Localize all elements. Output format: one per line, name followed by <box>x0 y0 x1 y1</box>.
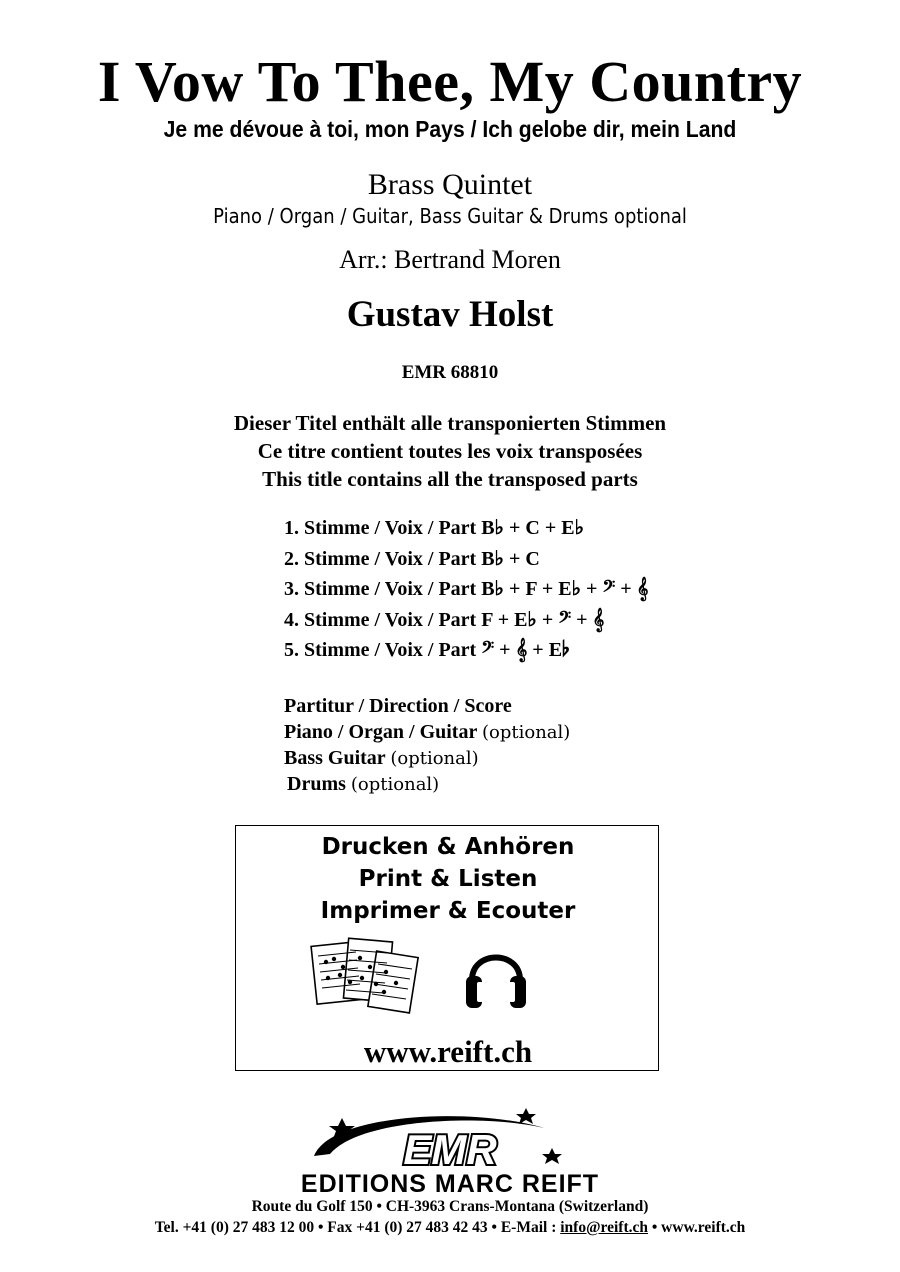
email-link[interactable]: info@reift.ch <box>560 1219 648 1236</box>
transposition-note-en: This title contains all the transposed parts <box>262 467 638 491</box>
emr-logo <box>300 1104 600 1176</box>
parts-list <box>284 513 649 666</box>
extra-item: Piano / Organ / Guitar (optional) <box>284 721 571 743</box>
page-subtitle: Je me dévoue à toi, mon Pays / Ich gelobe dir, mein Land <box>163 116 737 142</box>
part-item: 2. Stimme / Voix / Part B♭ + C <box>284 547 540 570</box>
extra-item: Partitur / Direction / Score <box>284 695 512 717</box>
part-item: 1. Stimme / Voix / Part B♭ + C + E♭ <box>284 517 585 539</box>
publisher-contact: Tel. +41 (0) 27 483 12 00 • Fax +41 (0) 27 483 42 43 • E-Mail : info@reift.ch • www.reift.ch <box>154 1219 746 1236</box>
extras-list <box>284 693 570 797</box>
print-listen-line-fr: Imprimer & Ecouter <box>320 898 576 924</box>
print-listen-box <box>235 825 659 1071</box>
page-title: I Vow To Thee, My Country <box>97 49 803 114</box>
publisher-name: EDITIONS MARC REIFT <box>300 1170 600 1198</box>
composer: Gustav Holst <box>346 294 554 335</box>
optional-instruments: Piano / Organ / Guitar, Bass Guitar & Drums optional <box>213 204 687 228</box>
instrumentation: Brass Quintet <box>367 168 533 201</box>
arranger: Arr.: Bertrand Moren <box>339 245 561 274</box>
publisher-address: Route du Golf 150 • CH-3963 Crans-Montana (Switzerland) <box>251 1198 649 1215</box>
svg-text:EMR: EMR <box>403 1126 497 1173</box>
website-url[interactable]: www.reift.ch <box>363 1034 533 1069</box>
part-item: 3. Stimme / Voix / Part B♭ + F + E♭ + 𝄢 + 𝄞 <box>284 578 649 600</box>
transposition-note-fr: Ce titre contient toutes les voix transposées <box>257 439 643 463</box>
print-listen-line-de: Drucken & Anhören <box>321 834 575 860</box>
part-item: 4. Stimme / Voix / Part F + E♭ + 𝄢 + 𝄞 <box>284 608 605 631</box>
sheet-music-icon <box>310 934 422 1014</box>
part-item: 5. Stimme / Voix / Part 𝄢 + 𝄞 + E♭ <box>284 639 570 661</box>
catalog-number: EMR 68810 <box>401 362 499 383</box>
print-listen-line-en: Print & Listen <box>358 866 538 892</box>
extra-item: Bass Guitar (optional) <box>284 747 479 769</box>
headphones-icon <box>464 936 528 1012</box>
extra-item: Drums (optional) <box>287 773 440 795</box>
transposition-note-de: Dieser Titel enthält alle transponierten Stimmen <box>233 411 667 435</box>
